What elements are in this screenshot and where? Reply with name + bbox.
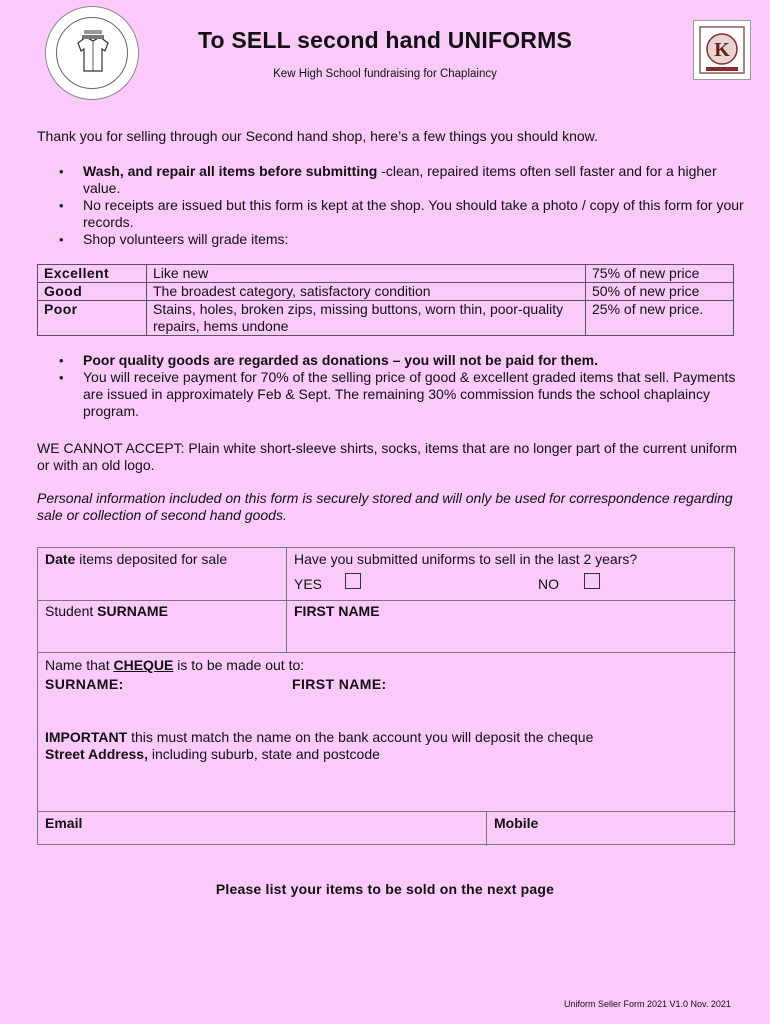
grade-table xyxy=(37,264,734,336)
bullet-item: • Wash, and repair all items before submitting -clean, repaired items often sell faster and for a higher value. xyxy=(37,163,747,197)
mobile-field[interactable]: Mobile xyxy=(494,815,539,831)
submitted-question: Have you submitted uniforms to sell in the last 2 years? xyxy=(294,551,638,567)
first-name-field[interactable]: FIRST NAME xyxy=(294,603,380,619)
privacy-notice: Personal information included on this form is securely stored and will only be used for correspondence regarding sale or collection of second hand goods. xyxy=(37,490,733,523)
email-field[interactable]: Email xyxy=(45,815,83,831)
no-label: NO xyxy=(538,576,559,592)
table-row xyxy=(38,301,734,336)
page-subtitle: Kew High School fundraising for Chaplaincy xyxy=(273,68,497,80)
info-bullets xyxy=(37,163,747,248)
grade-description: Like new xyxy=(147,265,586,283)
grade-cell: Excellent xyxy=(38,265,147,283)
street-address-field[interactable]: Street Address, including suburb, state and postcode xyxy=(45,746,380,762)
seller-form xyxy=(37,547,735,845)
grade-cell: Poor xyxy=(38,301,147,336)
form-version: Uniform Seller Form 2021 V1.0 Nov. 2021 xyxy=(564,999,731,1009)
grade-price: 25% of new price. xyxy=(586,301,734,336)
grade-price: 75% of new price xyxy=(586,265,734,283)
grade-description: The broadest category, satisfactory condition xyxy=(147,283,586,301)
student-surname-field[interactable]: Student SURNAME xyxy=(45,603,168,619)
bullet-item: • Shop volunteers will grade items: xyxy=(37,231,747,248)
yes-label: YES xyxy=(294,576,323,592)
cheque-label: Name that CHEQUE is to be made out to: xyxy=(45,657,305,673)
next-page-instruction: Please list your items to be sold on the next page xyxy=(215,881,555,897)
page-title: To SELL second hand UNIFORMS xyxy=(197,27,573,53)
bullet-item: • No receipts are issued but this form is kept at the shop. You should take a photo / copy of this form for your records. xyxy=(37,197,747,231)
cannot-accept-text: WE CANNOT ACCEPT: Plain white short-sleeve shirts, socks, items that are no longer part of the current uniform or with an old logo. xyxy=(37,440,738,473)
table-row xyxy=(38,265,734,283)
important-note: IMPORTANT this must match the name on the bank account you will deposit the cheque xyxy=(45,729,594,745)
payment-bullets xyxy=(37,352,747,420)
grade-price: 50% of new price xyxy=(586,283,734,301)
date-label: Date items deposited for sale xyxy=(45,551,228,567)
grade-description: Stains, holes, broken zips, missing buttons, worn thin, poor-quality repairs, hems undone xyxy=(147,301,586,336)
svg-text:K: K xyxy=(714,39,730,61)
yes-checkbox[interactable] xyxy=(345,573,361,589)
intro-text: Thank you for selling through our Second hand shop, here’s a few things you should know. xyxy=(37,128,598,144)
cheque-first-name-field[interactable]: FIRST NAME: xyxy=(292,676,387,692)
cheque-surname-field[interactable]: SURNAME: xyxy=(45,676,124,692)
bullet-item: • Poor quality goods are regarded as donations – you will not be paid for them. xyxy=(37,352,747,369)
no-checkbox[interactable] xyxy=(584,573,600,589)
grade-cell: Good xyxy=(38,283,147,301)
bullet-item: • You will receive payment for 70% of the selling price of good & excellent graded items that sell. Payments are issued in approximately Feb & Sept. The remaining 30% commission funds the school chaplaincy program. xyxy=(37,369,747,420)
table-row xyxy=(38,283,734,301)
